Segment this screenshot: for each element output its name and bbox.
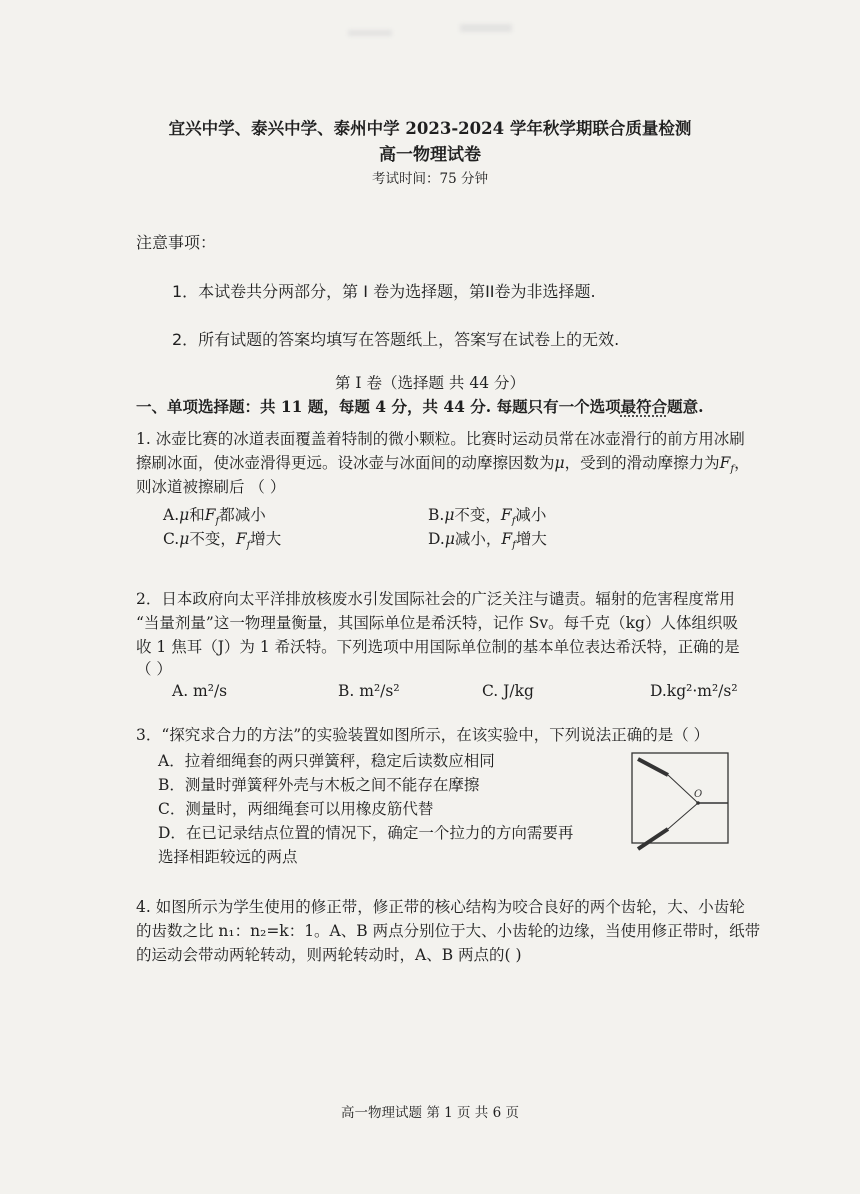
instruction-text: 一、单项选择题：共 11 题，每题 4 分，共 44 分. 每题只有一个选项 [136, 397, 621, 416]
q1-line-3: 则冰道被擦刷后 （ ） [136, 478, 286, 496]
option-text: 减小， [454, 530, 502, 548]
exam-time: 考试时间：75 分钟 [372, 171, 488, 187]
section-instruction [136, 396, 704, 418]
page-footer: 高一物理试题 第 1 页 共 6 页 [341, 1105, 519, 1121]
q4-line-1: 4. 如图所示为学生使用的修正带，修正带的核心结构为咬合良好的两个齿轮，大、小齿轮 [136, 898, 745, 916]
q3-option-d-cont: 选择相距较远的两点 [158, 848, 298, 866]
q1-text: 擦刷冰面，使冰壶滑得更远。设冰壶与冰面间的动摩擦因数为 [136, 454, 555, 472]
rope-bottom [668, 803, 698, 829]
option-letter: A. [163, 506, 180, 524]
q4-line-2: 的齿数之比 n₁：n₂=k：1。A、B 两点分别位于大、小齿轮的边缘，当使用修正带时，纸带 [136, 922, 761, 940]
mu-symbol: μ [179, 506, 190, 524]
q2-option-d[interactable]: D.kg²·m²/s² [650, 682, 738, 700]
option-text: 增大 [250, 530, 282, 548]
bleed-mark [348, 30, 392, 36]
option-letter: C. [163, 530, 180, 548]
note-item-1: 1．本试卷共分两部分，第 I 卷为选择题，第II卷为非选择题. [172, 282, 596, 301]
q1-option-d[interactable] [428, 528, 547, 557]
q4-line-3: 的运动会带动两轮转动，则两轮转动时，A、B 两点的( ) [136, 946, 522, 964]
option-text: 和 [189, 506, 205, 524]
q3-option-b[interactable]: B．测量时弹簧秤外壳与木板之间不能存在摩擦 [158, 776, 480, 794]
q1-text: ， [734, 454, 750, 472]
note-item-2: 2．所有试题的答案均填写在答题纸上，答案写在试卷上的无效. [172, 330, 620, 349]
force-symbol: F [719, 454, 731, 472]
q2-line-4: （ ） [136, 660, 172, 678]
exam-title: 宜兴中学、泰兴中学、泰州中学 2023-2024 学年秋学期联合质量检测 [168, 119, 692, 138]
spring-scale-bottom [638, 829, 668, 849]
option-text: 不变， [454, 506, 501, 524]
mu-symbol: μ [179, 530, 190, 548]
q3-option-c[interactable]: C．测量时，两细绳套可以用橡皮筋代替 [158, 800, 434, 818]
option-letter: B. [428, 506, 445, 524]
option-letter: D. [428, 530, 445, 548]
mu-symbol: μ [444, 506, 455, 524]
force-experiment-figure [628, 745, 734, 857]
force-subscript: f [215, 516, 220, 528]
option-text: 增大 [515, 530, 547, 548]
force-symbol: F [500, 506, 512, 524]
q3-option-d[interactable]: D．在已记录结点位置的情况下，确定一个拉力的方向需要再 [158, 824, 574, 842]
option-text: 不变， [189, 530, 236, 548]
force-symbol: F [235, 530, 247, 548]
bleed-mark [460, 24, 512, 32]
notes-heading: 注意事项： [136, 233, 217, 252]
q2-option-b[interactable]: B. m²/s² [338, 682, 400, 700]
exam-subject: 高一物理试卷 [379, 145, 481, 165]
q2-option-a[interactable]: A. m²/s [172, 682, 228, 700]
mu-symbol: μ [444, 530, 455, 548]
q2-line-2: “当量剂量”这一物理量衡量，其国际单位是希沃特，记作 Sv。每千克（kg）人体组织吸 [136, 614, 738, 632]
instruction-end: 题意. [667, 397, 704, 416]
q3-line-1: 3．“探究求合力的方法”的实验装置如图所示，在该实验中，下列说法正确的是（ ） [136, 726, 710, 744]
knot-point [696, 801, 700, 805]
wooden-board [632, 753, 728, 843]
q1-option-c[interactable] [163, 528, 281, 557]
q3-option-a[interactable]: A．拉着细绳套的两只弹簧秤，稳定后读数应相同 [158, 752, 495, 770]
q1-line-1: 1. 冰壶比赛的冰道表面覆盖着特制的微小颗粒。比赛时运动员常在冰壶滑行的前方用冰刷 [136, 430, 745, 448]
mu-symbol: μ [554, 454, 565, 472]
force-subscript: f [511, 516, 516, 528]
knot-label: O [694, 789, 703, 800]
force-symbol: F [501, 530, 513, 548]
option-text: 减小 [515, 506, 547, 524]
spring-scale-top [638, 759, 668, 775]
force-subscript: f [730, 464, 735, 476]
q1-text: ，受到的滑动摩擦力为 [564, 454, 720, 472]
force-subscript: f [512, 540, 516, 552]
section-title: 第 I 卷（选择题 共 44 分） [335, 374, 525, 392]
force-subscript: f [246, 540, 251, 552]
option-text: 都减小 [219, 506, 266, 524]
q2-line-3: 收 1 焦耳（J）为 1 希沃特。下列选项中用国际单位制的基本单位表达希沃特，正确的是 [136, 638, 740, 656]
force-symbol: F [204, 506, 216, 524]
q2-option-c[interactable]: C. J/kg [482, 682, 534, 700]
q2-line-1: 2．日本政府向太平洋排放核废水引发国际社会的广泛关注与谴责。辐射的危害程度常用 [136, 590, 735, 608]
instruction-emphasis: 最符合 [620, 397, 668, 416]
